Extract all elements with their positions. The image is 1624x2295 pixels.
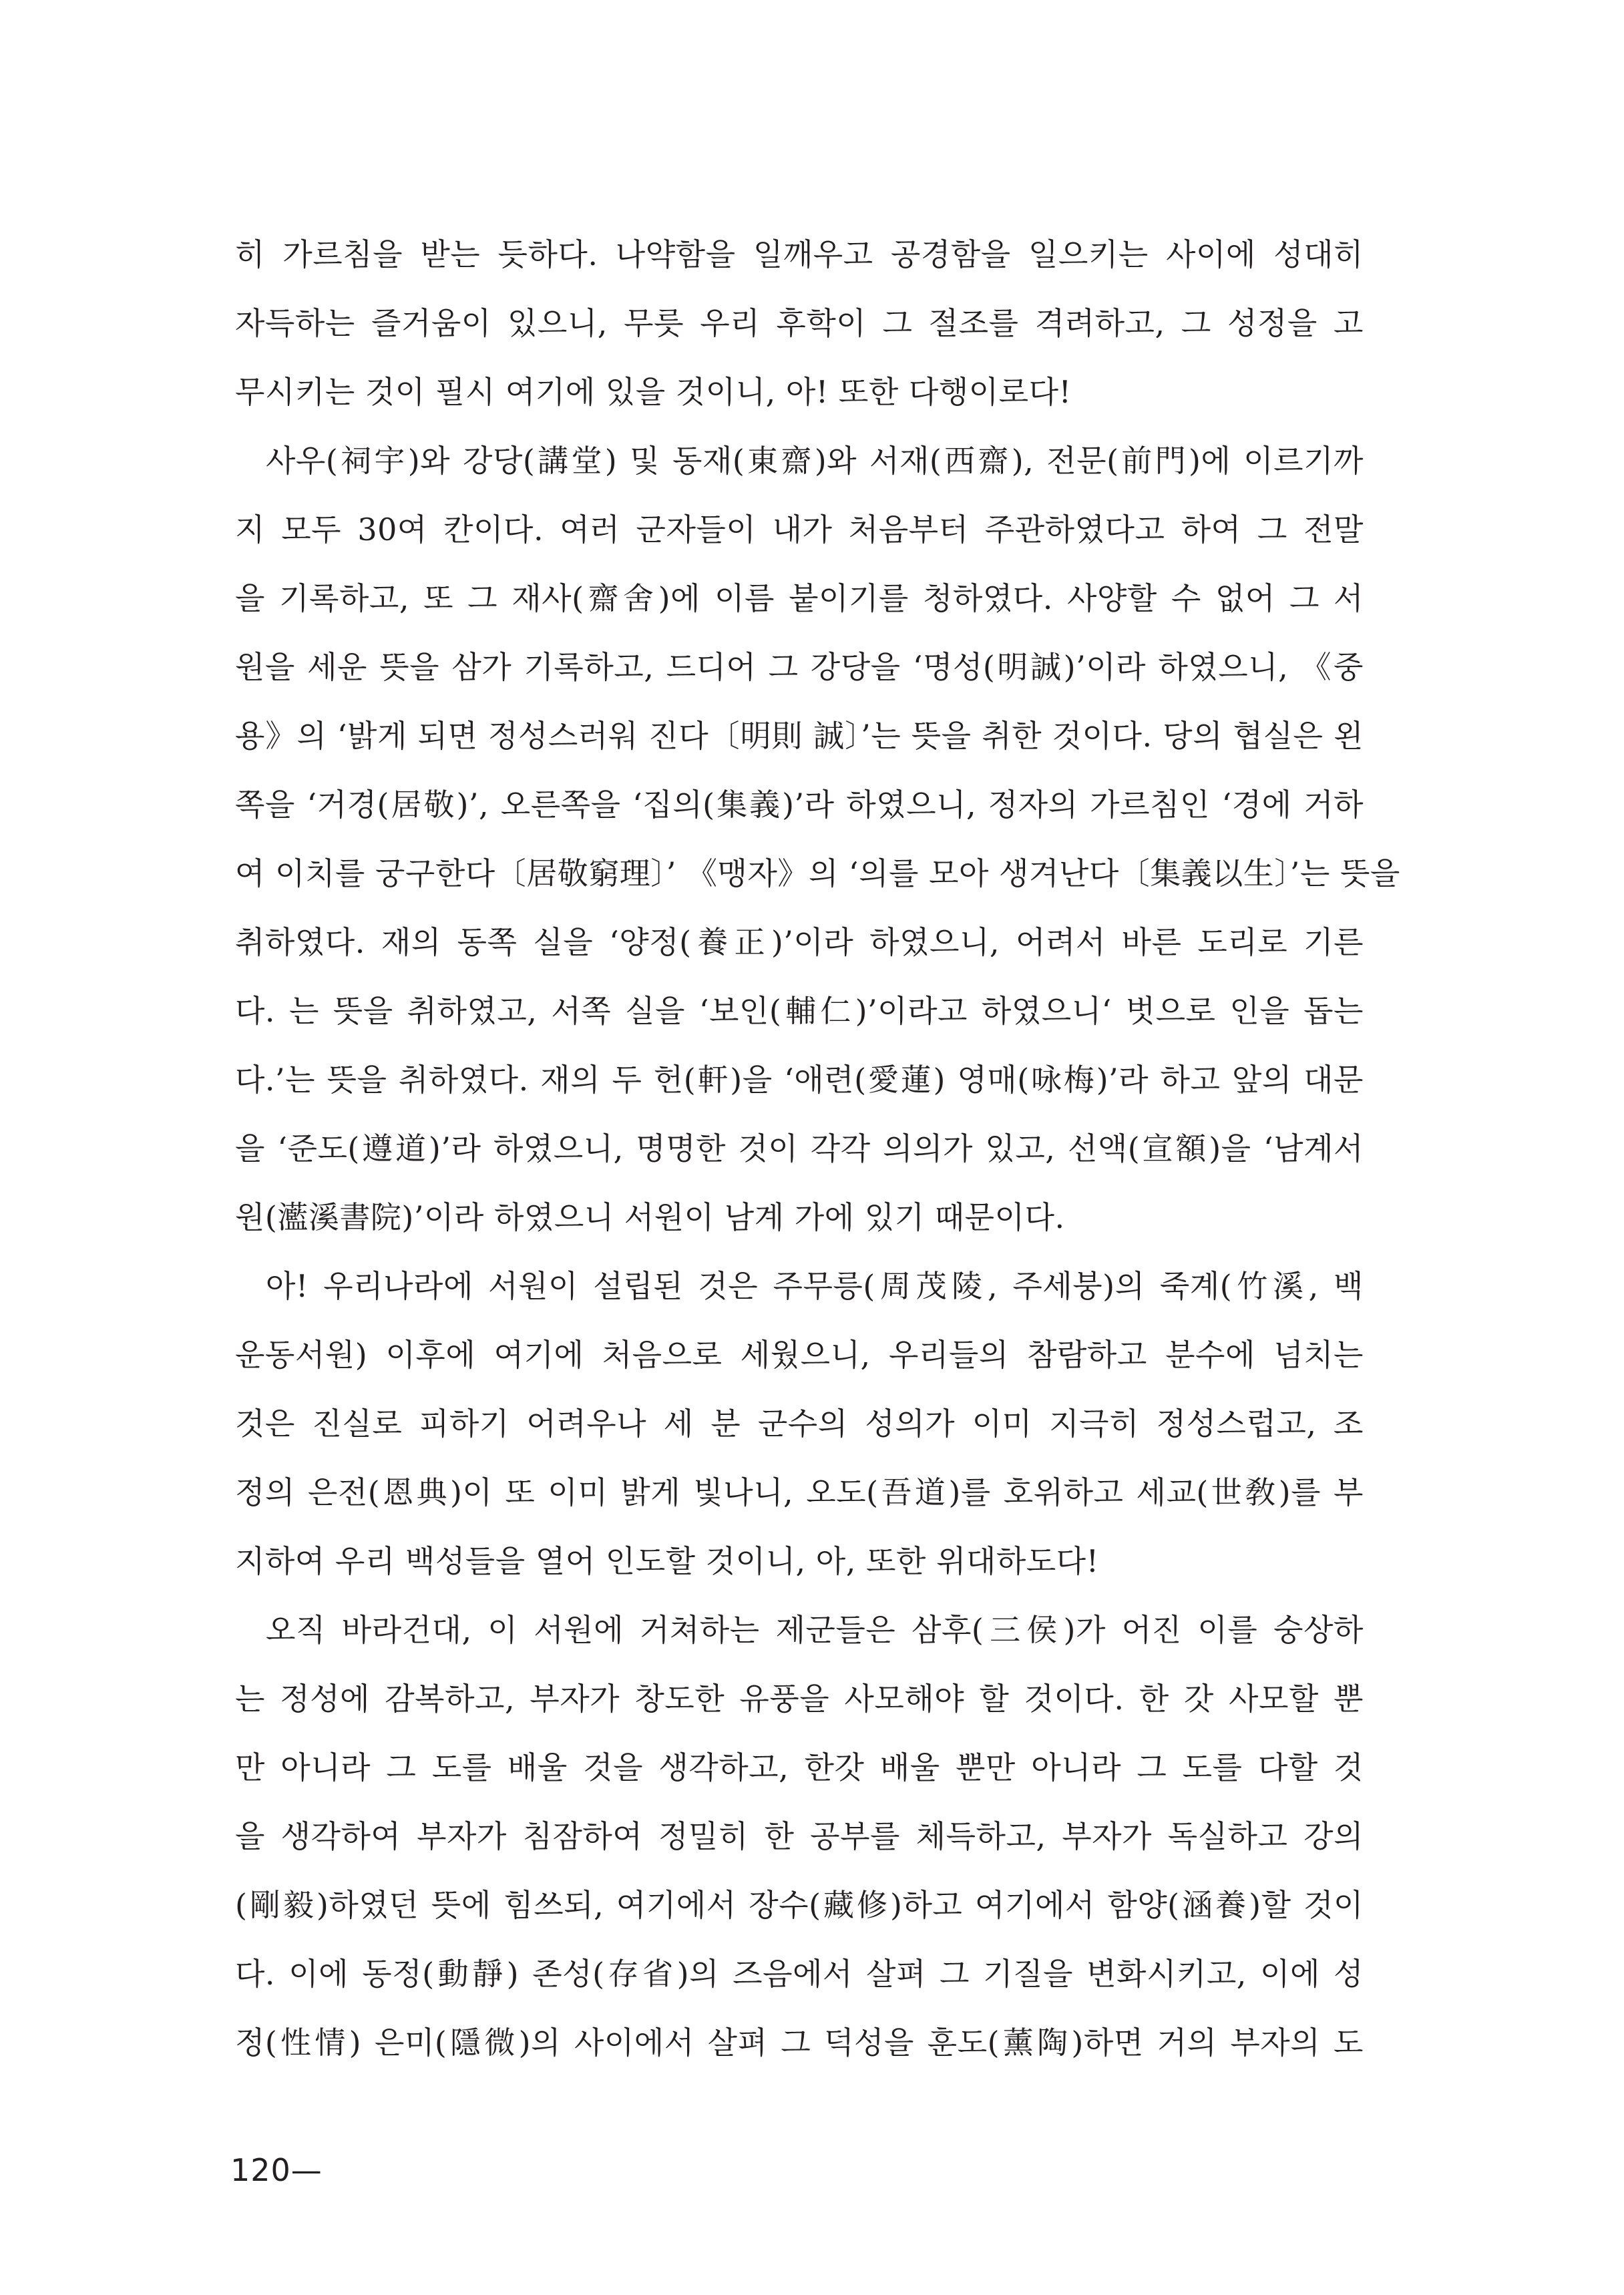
- paragraph-start-line: 아! 우리나라에 서원이 설립된 것은 주무릉(周茂陵, 주세붕)의 죽계(竹溪, 백: [266, 1268, 1364, 1304]
- text-line: 을 ‘준도(遵道)’라 하였으니, 명명한 것이 각각 의의가 있고, 선액(宣額)을 ‘남계서: [235, 1130, 1364, 1167]
- text-line: 용》의 ‘밝게 되면 정성스러워 진다〔明則 誠〕’는 뜻을 취한 것이다. 당의 협실은 왼: [235, 718, 1364, 754]
- text-line: 것은 진실로 피하기 어려우나 세 분 군수의 성의가 이미 지극히 정성스럽고, 조: [235, 1406, 1364, 1442]
- text-line: 무시키는 것이 필시 여기에 있을 것이니, 아! 또한 다행이로다!: [235, 374, 1072, 410]
- text-line: 을 생각하여 부자가 침잠하여 정밀히 한 공부를 체득하고, 부자가 독실하고 강의: [235, 1818, 1364, 1854]
- text-line: 다. 이에 동정(動靜) 존성(存省)의 즈음에서 살펴 그 기질을 변화시키고, 이에 성: [235, 1956, 1364, 1992]
- text-line: 을 기록하고, 또 그 재사(齋舍)에 이름 붙이기를 청하였다. 사양할 수 없어 그 서: [235, 580, 1364, 616]
- text-line: 원을 세운 뜻을 삼가 기록하고, 드디어 그 강당을 ‘명성(明誠)’이라 하였으니, 《중: [235, 649, 1364, 685]
- text-line: 다.’는 뜻을 취하였다. 재의 두 헌(軒)을 ‘애련(愛蓮) 영매(咏梅)’라 하고 앞의 대문: [235, 1062, 1364, 1098]
- text-line: 만 아니라 그 도를 배울 것을 생각하고, 한갓 배울 뿐만 아니라 그 도를 다할 것: [235, 1749, 1364, 1786]
- text-line: 쪽을 ‘거경(居敬)’, 오른쪽을 ‘집의(集義)’라 하였으니, 정자의 가르침인 ‘경에 거하: [235, 787, 1364, 823]
- page-number: 120—: [230, 2152, 323, 2188]
- text-line: 자득하는 즐거움이 있으니, 무릇 우리 후학이 그 절조를 격려하고, 그 성정을 고: [235, 305, 1364, 341]
- text-line: 다. 는 뜻을 취하였고, 서쪽 실을 ‘보인(輔仁)’이라고 하였으니‘ 벗으로 인을 돕는: [235, 993, 1364, 1029]
- paragraph-start-line: 사우(祠宇)와 강당(講堂) 및 동재(東齋)와 서재(西齋), 전문(前門)에 이르기까: [266, 443, 1364, 479]
- text-line: 운동서원) 이후에 여기에 처음으로 세웠으니, 우리들의 참람하고 분수에 넘치는: [235, 1337, 1364, 1373]
- text-line: 히 가르침을 받는 듯하다. 나약함을 일깨우고 공경함을 일으키는 사이에 성대히: [235, 236, 1364, 272]
- text-line: 지하여 우리 백성들을 열어 인도할 것이니, 아, 또한 위대하도다!: [235, 1543, 1099, 1579]
- body-text: [235, 220, 1400, 2077]
- text-line: 원(灆溪書院)’이라 하였으니 서원이 남계 가에 있기 때문이다.: [235, 1199, 1065, 1235]
- text-line: 취하였다. 재의 동쪽 실을 ‘양정(養正)’이라 하였으니, 어려서 바른 도리로 기른: [235, 924, 1364, 960]
- text-line: (剛毅)하였던 뜻에 힘쓰되, 여기에서 장수(藏修)하고 여기에서 함양(涵養)할 것이: [235, 1887, 1364, 1923]
- text-line: 는 정성에 감복하고, 부자가 창도한 유풍을 사모해야 할 것이다. 한 갓 사모할 뿐: [235, 1681, 1364, 1717]
- text-line: 정(性情) 은미(隱微)의 사이에서 살펴 그 덕성을 훈도(薰陶)하면 거의 부자의 도: [235, 2025, 1364, 2061]
- text-line: 여 이치를 궁구한다〔居敬窮理〕’ 《맹자》의 ‘의를 모아 생겨난다〔集義以生〕’는 뜻을: [235, 855, 1400, 891]
- text-line: 정의 은전(恩典)이 또 이미 밝게 빛나니, 오도(吾道)를 호위하고 세교(世敎)를 부: [235, 1474, 1364, 1510]
- paragraph-start-line: 오직 바라건대, 이 서원에 거쳐하는 제군들은 삼후(三侯)가 어진 이를 숭상하: [266, 1612, 1364, 1648]
- text-line: 지 모두 30여 칸이다. 여러 군자들이 내가 처음부터 주관하였다고 하여 그 전말: [235, 511, 1364, 548]
